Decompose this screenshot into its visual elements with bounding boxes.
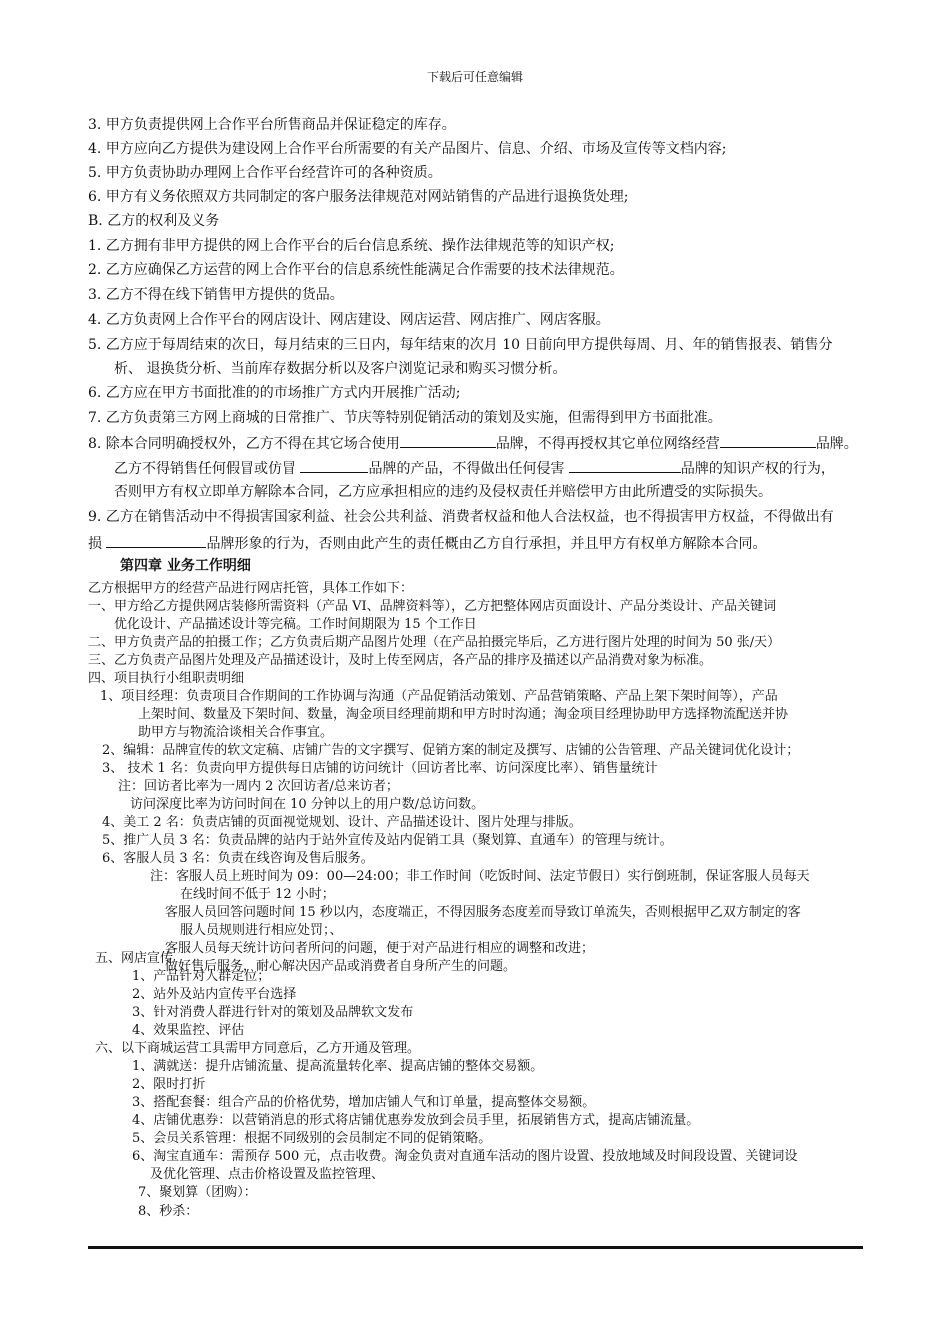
body-line: 六、以下商城运营工具需甲方同意后，乙方开通及管理。 — [95, 1041, 421, 1056]
body-line: 1、产品针对人群定位； — [132, 969, 271, 984]
body-line: 四、项目执行小组职责明细 — [88, 671, 245, 686]
body-line: 客服人员回答问题时间 15 秒以内，态度端正，不得因服务态度差而导致订单流失，否则根据甲乙双方制定的客 — [165, 905, 801, 920]
body-line: 1、项目经理：负责项目合作期间的工作协调与沟通（产品促销活动策划、产品营销策略、产品上架下架时间等），产品 — [100, 689, 778, 704]
clause-b3: 3. 乙方不得在线下销售甲方提供的货品。 — [88, 287, 344, 303]
body-line: 服人员规则进行相应处罚；、 — [180, 923, 343, 938]
clause-b9: 9. 乙方在销售活动中不得损害国家利益、社会公共利益、消费者权益和他人合法权益，也不得损害甲方权益，不得做出有 — [88, 509, 834, 525]
body-line: 5、推广人员 3 名：负责品牌的站内于站外宣传及站内促销工具（聚划算、直通车）的管理与统计。 — [102, 833, 673, 848]
body-line: 助甲方与物流洽谈相关合作事宜。 — [138, 725, 334, 740]
body-line: 6、淘宝直通车：需预存 500 元，点击收费。淘金负责对直通车活动的图片设置、投放地域及时间段设置、关键词设 — [132, 1149, 798, 1164]
footer-rule — [88, 1246, 863, 1249]
body-line: 优化设计、产品描述设计等完稿。工作时间期限为 15 个工作日 — [114, 617, 477, 632]
clause-b8-cont2: 否则甲方有权立即单方解除本合同，乙方应承担相应的违约及侵权责任并赔偿甲方由此所遭受的实际损失。 — [114, 484, 772, 500]
chapter-title: 第四章 业务工作明细 — [120, 558, 251, 574]
clause-b8-cont — [114, 458, 835, 478]
body-line: 乙方根据甲方的经营产品进行网店托管，具体工作如下： — [88, 581, 414, 596]
body-line: 及优化管理、点击价格设置及监控管理、 — [150, 1167, 385, 1182]
clause-b8-text: 品牌，不得再授权其它单位网络经营 — [495, 436, 720, 452]
clause-a4: 4. 甲方应向乙方提供为建设网上合作平台所需要的有关产品图片、信息、介绍、市场及宣传等文档内容; — [88, 141, 727, 157]
body-line: 3、 技术 1 名：负责向甲方提供每日店铺的访问统计（回访者比率、访问深度比率）、销售量统计 — [102, 761, 658, 776]
body-line: 7、聚划算（团购）： — [138, 1185, 257, 1200]
body-line: 3、搭配套餐：组合产品的价格优势，增加店铺人气和订单量，提高整体交易额。 — [132, 1095, 596, 1110]
brand-blank — [569, 458, 681, 473]
body-line: 4、店铺优惠券：以营销消息的形式将店铺优惠券发放到会员手里，拓展销售方式，提高店铺流量。 — [132, 1113, 700, 1128]
clause-b8-text: 品牌。 — [815, 436, 858, 452]
body-line: 做好售后服务，耐心解决因产品或消费者自身所产生的问题。 — [165, 959, 517, 974]
body-line: 5、会员关系管理：根据不同级别的会员制定不同的促销策略。 — [132, 1131, 492, 1146]
body-line: 注：客服人员上班时间为 09：00—24:00；非工作时间（吃饭时间、法定节假日）实行倒班制，保证客服人员每天 — [150, 869, 810, 884]
clause-b8-text: 品牌的产品，不得做出任何侵害 — [368, 461, 569, 477]
clause-b9-text: 损 — [88, 536, 107, 552]
body-line: 上架时间、数量及下架时间、数量，淘金项目经理前期和甲方时时沟通；淘金项目经理协助甲方选择物流配送并协 — [138, 707, 789, 722]
clause-b8-text: 8. 除本合同明确授权外，乙方不得在其它场合使用 — [88, 436, 400, 452]
page-header: 下载后可任意编辑 — [426, 70, 523, 84]
clause-b8 — [88, 433, 858, 453]
body-line: 1、满就送：提升店铺流量、提高流量转化率、提高店铺的整体交易额。 — [132, 1059, 544, 1074]
body-line: 一、甲方给乙方提供网店装修所需资料（产品 VI、品牌资料等），乙方把整体网店页面设计、产品分类设计、产品关键词 — [88, 599, 777, 614]
body-line: 2、编辑：品牌宣传的软文定稿、店铺广告的文字撰写、促销方案的制定及撰写、店铺的公告管理、产品关键词优化设计； — [102, 743, 800, 758]
clause-b9-cont — [88, 533, 766, 553]
body-line: 三、乙方负责产品图片处理及产品描述设计，及时上传至网店，各产品的排序及描述以产品消费对象为标准。 — [88, 653, 713, 668]
clause-b4: 4. 乙方负责网上合作平台的网店设计、网店建设、网店运营、网店推广、网店客服。 — [88, 312, 610, 328]
body-line: 五、网店宣传 — [95, 951, 174, 966]
brand-blank — [106, 533, 206, 548]
clause-b7: 7. 乙方负责第三方网上商城的日常推广、节庆等特别促销活动的策划及实施，但需得到甲方书面批准。 — [88, 410, 722, 426]
clause-b1: 1. 乙方拥有非甲方提供的网上合作平台的后台信息系统、操作法律规范等的知识产权; — [88, 238, 615, 254]
body-line: 3、针对消费人群进行针对的策划及品牌软文发布 — [132, 1005, 414, 1020]
clause-a6: 6. 甲方有义务依照双方共同制定的客户服务法律规范对网站销售的产品进行退换货处理; — [88, 189, 629, 205]
body-line: 客服人员每天统计访问者所问的问题，便于对产品进行相应的调整和改进； — [165, 941, 595, 956]
clause-b5-cont: 析、 退换货分析、当前库存数据分析以及客户浏览记录和购买习惯分析。 — [114, 361, 567, 377]
clause-b9-text: 品牌形象的行为，否则由此产生的责任概由乙方自行承担，并且甲方有权单方解除本合同。 — [206, 536, 767, 552]
section-b-title: B. 乙方的权利及义务 — [88, 213, 220, 229]
body-line: 2、限时打折 — [132, 1077, 206, 1092]
clause-a5: 5. 甲方负责协助办理网上合作平台经营许可的各种资质。 — [88, 165, 442, 181]
brand-blank — [400, 433, 496, 448]
body-line: 二、甲方负责产品的拍摄工作；乙方负责后期产品图片处理（在产品拍摄完毕后，乙方进行图片处理的时间为 50 张/天） — [88, 635, 781, 650]
body-line: 在线时间不低于 12 小时； — [180, 887, 335, 902]
clause-a3: 3. 甲方负责提供网上合作平台所售商品并保证稳定的库存。 — [88, 117, 456, 133]
body-line: 访问深度比率为访问时间在 10 分钟以上的用户数/总访问数。 — [130, 797, 485, 812]
body-line: 2、站外及站内宣传平台选择 — [132, 987, 297, 1002]
clause-b5: 5. 乙方应于每周结束的次日，每月结束的三日内，每年结束的次月 10 日前向甲方提供每周、月、年的销售报表、销售分 — [88, 337, 833, 353]
brand-blank — [720, 433, 816, 448]
body-line: 注：回访者比率为一周内 2 次回访者/总来访者； — [118, 779, 399, 794]
clause-b8-text: 品牌的知识产权的行为， — [680, 461, 835, 477]
body-line: 4、效果监控、评估 — [132, 1023, 245, 1038]
clause-b8-text: 乙方不得销售任何假冒或仿冒 — [114, 461, 301, 477]
brand-blank — [300, 458, 368, 473]
body-line: 6、客服人员 3 名：负责在线咨询及售后服务。 — [102, 851, 374, 866]
body-line: 4、美工 2 名：负责店铺的页面视觉规划、设计、产品描述设计、图片处理与排版。 — [102, 815, 582, 830]
body-line: 8、秒杀： — [138, 1204, 199, 1219]
clause-b6: 6. 乙方应在甲方书面批准的的市场推广方式内开展推广活动; — [88, 385, 461, 401]
clause-b2: 2. 乙方应确保乙方运营的网上合作平台的信息系统性能满足合作需要的技术法律规范。 — [88, 262, 624, 278]
